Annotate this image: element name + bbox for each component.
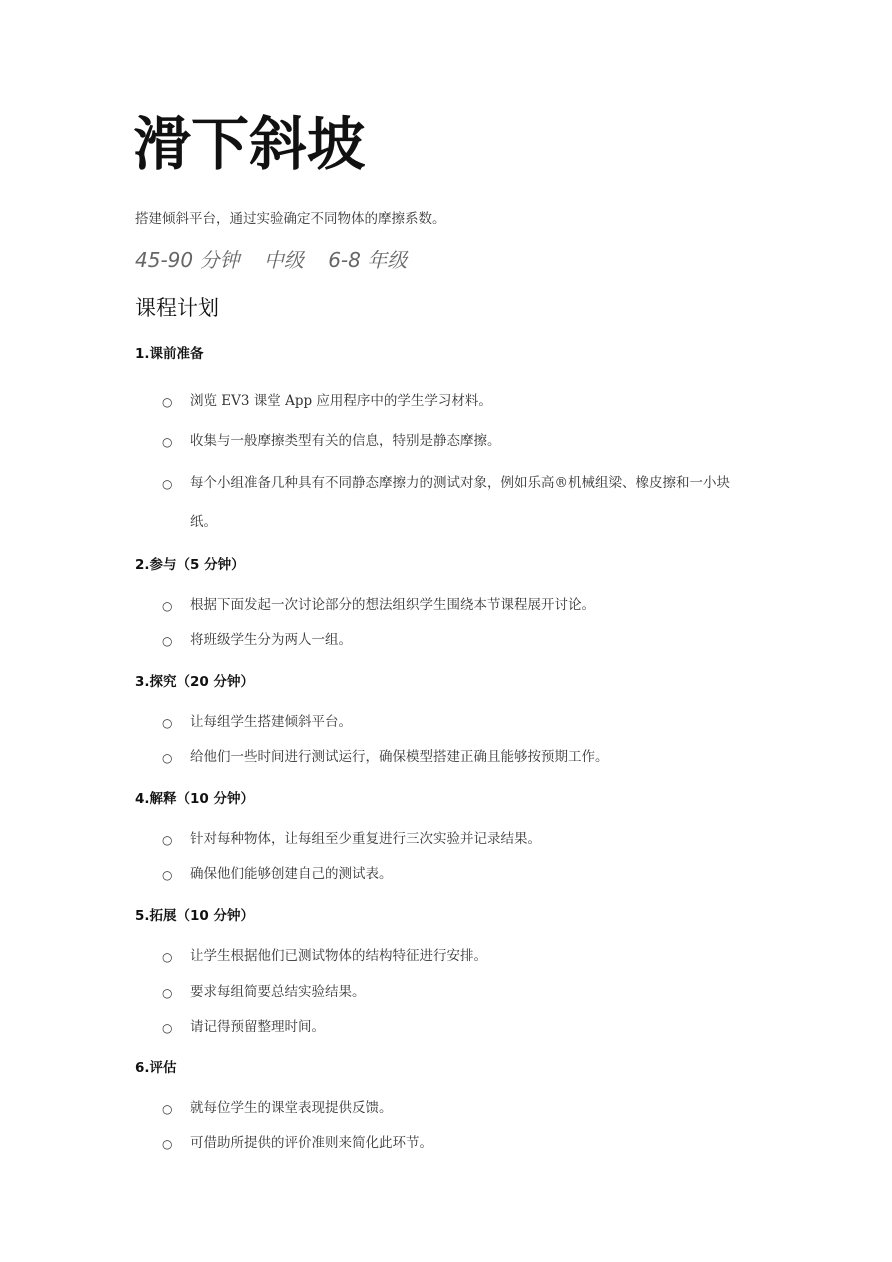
list-item: 收集与一般摩擦类型有关的信息，特别是静态摩擦。 [190,433,501,449]
list-item: 就每位学生的课堂表现提供反馈。 [190,1100,393,1116]
list-item: 让学生根据他们已测试物体的结构特征进行安排。 [190,948,487,964]
bullet-icon: ○ [162,950,173,964]
section-heading: 5.拓展（10 分钟） [135,908,255,924]
section-heading: 4.解释（10 分钟） [135,791,255,807]
list-item: 将班级学生分为两人一组。 [190,632,352,648]
level: 中级 [263,248,304,272]
bullet-icon: ○ [162,435,173,449]
document-title: 滑下斜坡 [133,110,366,178]
bullet-icon: ○ [162,751,173,765]
lesson-meta [135,247,425,273]
list-item: 每个小组准备几种具有不同静态摩擦力的测试对象，例如乐高®机械组梁、橡皮擦和一小块 [190,475,730,491]
list-item: 浏览 EV3 课堂 App 应用程序中的学生学习材料。 [190,393,492,409]
list-item: 根据下面发起一次讨论部分的想法组织学生围绕本节课程展开讨论。 [190,597,595,613]
section-heading: 2.参与（5 分钟） [135,557,245,573]
list-item: 可借助所提供的评价准则来简化此环节。 [190,1135,433,1151]
bullet-icon: ○ [162,716,173,730]
list-item: 要求每组简要总结实验结果。 [190,984,366,1000]
bullet-icon: ○ [162,395,173,409]
bullet-icon: ○ [162,477,173,491]
list-item: 给他们一些时间进行测试运行，确保模型搭建正确且能够按预期工作。 [190,749,609,765]
bullet-icon: ○ [162,868,173,882]
list-item: 纸。 [190,514,217,530]
bullet-icon: ○ [162,1102,173,1116]
bullet-icon: ○ [162,1021,173,1035]
description: 搭建倾斜平台，通过实验确定不同物体的摩擦系数。 [135,211,446,227]
list-item: 请记得预留整理时间。 [190,1019,325,1035]
section-heading: 3.探究（20 分钟） [135,674,255,690]
list-item: 确保他们能够创建自己的测试表。 [190,866,393,882]
section-heading: 6.评估 [135,1060,177,1076]
bullet-icon: ○ [162,1137,173,1151]
list-item: 让每组学生搭建倾斜平台。 [190,714,352,730]
duration: 45-90 分钟 [135,248,240,272]
bullet-icon: ○ [162,833,173,847]
bullet-icon: ○ [162,986,173,1000]
bullet-icon: ○ [162,599,173,613]
grade: 6-8 年级 [328,248,408,272]
list-item: 针对每种物体，让每组至少重复进行三次实验并记录结果。 [190,831,541,847]
section-heading: 1.课前准备 [135,346,204,362]
plan-heading: 课程计划 [135,296,219,320]
bullet-icon: ○ [162,634,173,648]
